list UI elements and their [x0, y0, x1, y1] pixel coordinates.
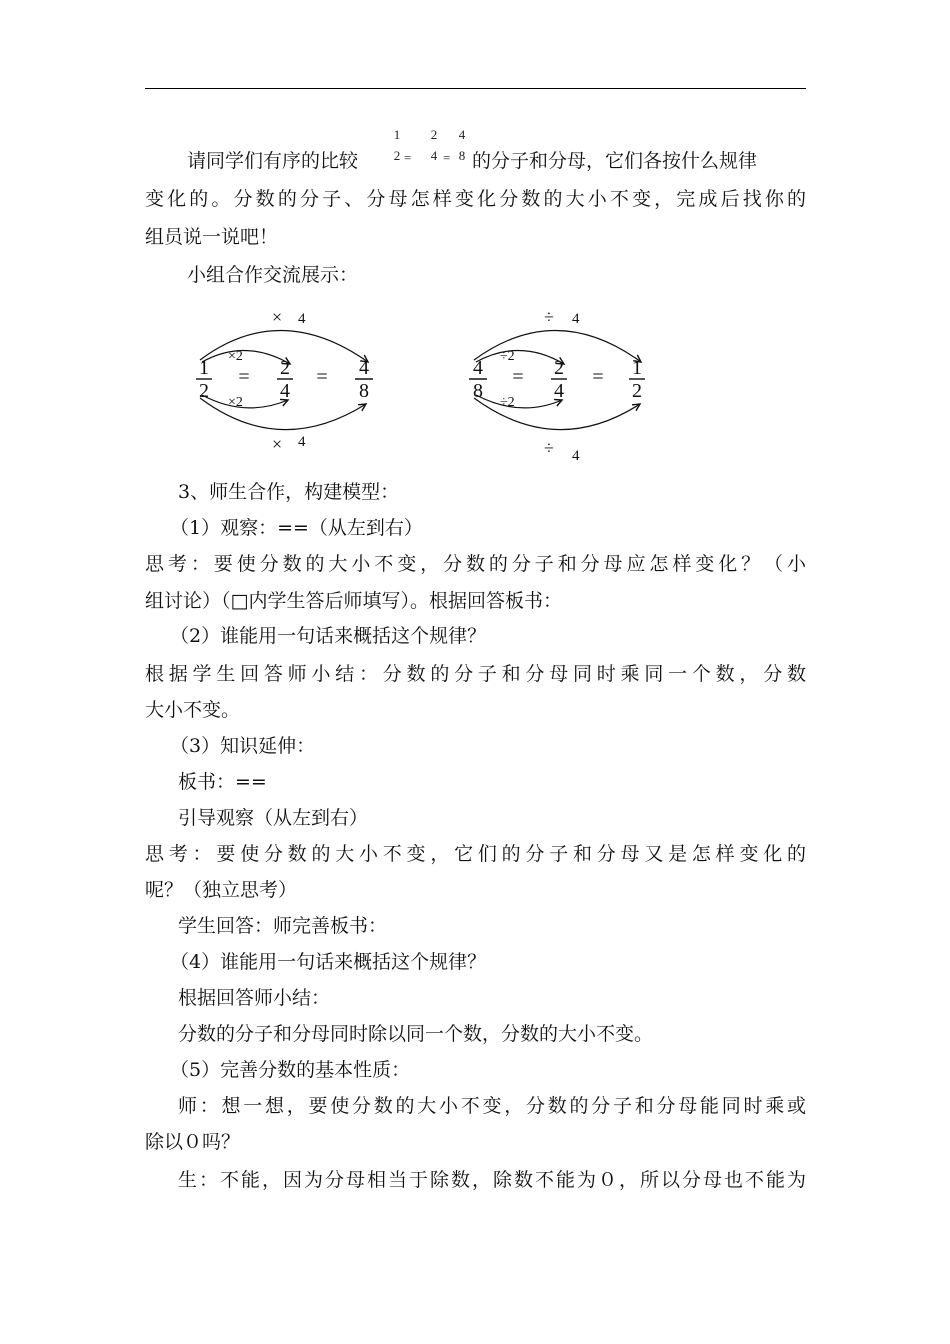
svg-text:8: 8: [473, 380, 483, 402]
inner-top-arc-right: [476, 350, 564, 364]
eq-right-2: =: [592, 366, 604, 388]
inline-fraction-1: 1 2: [393, 127, 401, 163]
eq-right-1: =: [512, 366, 524, 388]
body-line: 大小不变。: [145, 699, 241, 721]
outer-bottom-arc-left: [200, 398, 366, 430]
body-line: 3、师生合作，构建模型：: [178, 481, 400, 503]
outer-top-op-left: ×: [272, 307, 283, 327]
inner-top-label-right: ÷2: [500, 349, 515, 364]
inline-eq-1: =: [404, 150, 412, 165]
inner-top-label-left: ×2: [228, 349, 243, 364]
outer-top-n-right: 4: [572, 311, 580, 327]
body-line: （3）知识延伸：: [170, 735, 316, 757]
outer-top-op-right: ÷: [544, 307, 554, 327]
body-line: （5）完善分数的基本性质：: [170, 1059, 411, 1081]
fraction-right-1: [469, 357, 487, 402]
fraction-left-2: [277, 357, 293, 402]
body-line: （2）谁能用一句话来概括这个规律？: [170, 625, 487, 647]
outer-bottom-op-right: ÷: [544, 438, 554, 458]
outer-top-n-left: 4: [298, 311, 306, 327]
svg-text:8: 8: [359, 380, 369, 402]
diagram-left: [196, 307, 373, 454]
group-heading: 小组合作交流展示：: [187, 264, 359, 286]
intro-line-2: 变化的。分数的分子、分母怎样变化分数的大小不变，完成后找你的: [145, 188, 806, 210]
inline-eq-2: =: [443, 150, 451, 165]
inner-bottom-label-right: ÷2: [500, 395, 515, 410]
body-line: 根据学生回答师小结：分数的分子和分母同时乘同一个数，分数: [145, 663, 806, 685]
body-line: 学生回答：师完善板书：: [178, 915, 388, 937]
svg-text:1: 1: [632, 357, 642, 379]
fraction-left-1: [196, 357, 212, 402]
header-rule: [145, 88, 806, 89]
body-line: （4）谁能用一句话来概括这个规律？: [170, 951, 487, 973]
svg-text:1: 1: [199, 357, 209, 379]
fraction-right-2: [551, 357, 567, 402]
svg-text:4: 4: [280, 380, 290, 402]
body-line: 板书：==: [178, 771, 267, 793]
diagram-right: [469, 307, 645, 464]
body-line: （1）观察：==（从左到右）: [170, 517, 423, 539]
svg-text:2: 2: [632, 380, 642, 402]
fraction-diagrams: [0, 300, 950, 480]
body-line: 组讨论）（□内学生答后师填写）。根据回答板书：: [145, 590, 562, 612]
svg-text:2: 2: [280, 357, 290, 379]
outer-bottom-op-left: ×: [272, 434, 283, 454]
eq-left-1: =: [238, 366, 250, 388]
inline-fraction-3: 4 8: [458, 127, 466, 163]
intro-tail: 的分子和分母，它们各按什么规律: [472, 150, 758, 172]
body-line: 师：想一想，要使分数的大小不变，分数的分子和分母能同时乘或: [178, 1095, 806, 1117]
svg-text:4: 4: [554, 380, 564, 402]
inline-fraction-2: 2 4: [430, 127, 438, 163]
svg-text:2: 2: [199, 380, 209, 402]
inner-bottom-arc-right: [476, 395, 562, 408]
body-line: 思考：要使分数的大小不变，它们的分子和分母又是怎样变化的: [145, 843, 806, 865]
outer-bottom-arc-right: [474, 398, 640, 430]
intro-line-3: 组员说一说吧！: [145, 226, 279, 248]
body-line: 引导观察（从左到右）: [178, 807, 369, 829]
outer-bottom-n-right: 4: [572, 448, 580, 464]
body-line: 根据回答师小结：: [178, 987, 331, 1009]
inner-bottom-arc-left: [202, 395, 288, 408]
body-line: 生：不能，因为分母相当于除数，除数不能为０，所以分母也不能为: [178, 1169, 806, 1191]
fraction-right-3: [629, 357, 645, 402]
outer-bottom-n-left: 4: [298, 434, 306, 450]
svg-text:4: 4: [359, 357, 369, 379]
fraction-left-3: [355, 357, 373, 402]
inner-bottom-label-left: ×2: [228, 395, 243, 410]
body-line: 除以０吗？: [145, 1131, 241, 1153]
body-line: 思考：要使分数的大小不变，分数的分子和分母应怎样变化？（小: [145, 553, 806, 575]
eq-left-2: =: [316, 366, 328, 388]
body-line: 呢？（独立思考）: [145, 879, 298, 901]
svg-text:2: 2: [554, 357, 564, 379]
body-line: 分数的分子和分母同时除以同一个数，分数的大小不变。: [178, 1023, 654, 1045]
svg-text:4: 4: [473, 357, 483, 379]
intro-lead: 请同学们有序的比较: [187, 150, 359, 172]
inner-top-arc-left: [202, 350, 290, 364]
